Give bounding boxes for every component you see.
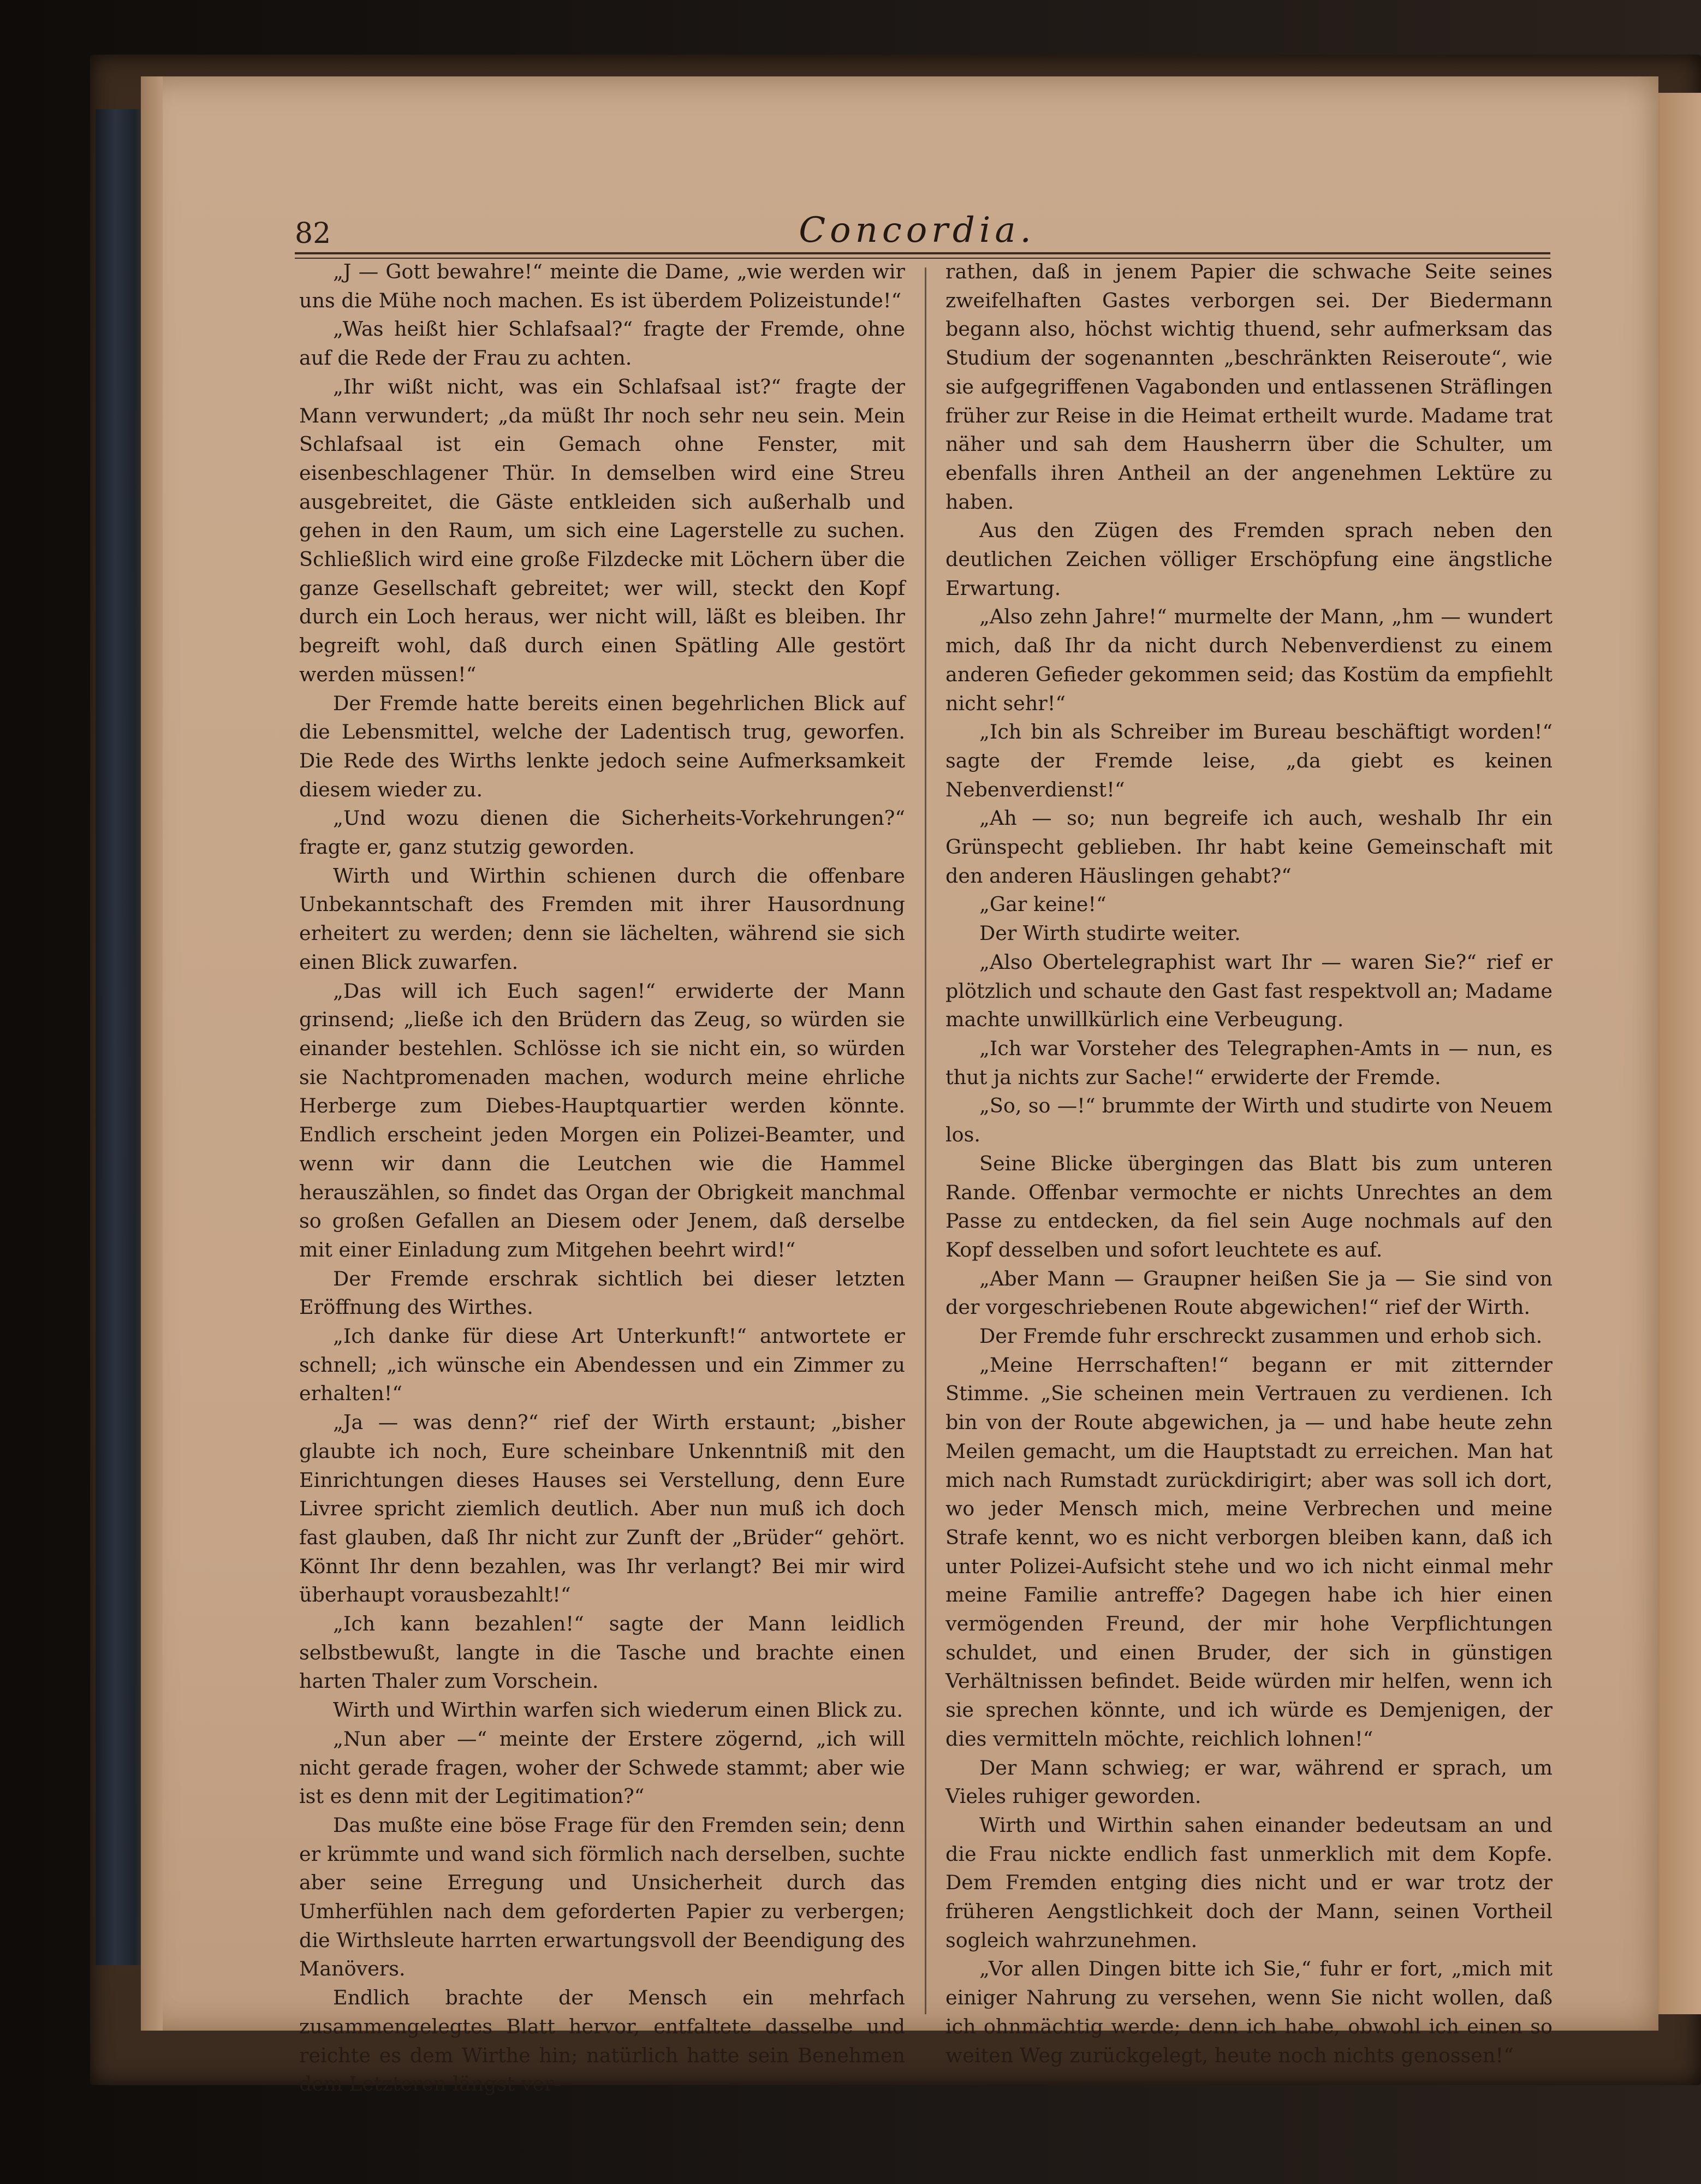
paragraph: „Ihr wißt nicht, was ein Schlafsaal ist?“ fragte der Mann verwundert; „da müßt Ihr noch sehr neu sein. Mein Schlafsaal ist ein Gemach ohne Fenster, mit eisenbeschlagener Thür. In demselben wird eine Streu ausgebreitet, die Gäste entkleiden sich außerhalb und gehen in den Raum, um sich eine Lagerstelle zu suchen. Schließlich wird eine große Filzdecke mit Löchern über die ganze Gesellschaft gebreitet; wer will, steckt den Kopf durch ein Loch heraus, wer nicht will, läßt es bleiben. Ihr begreift wohl, daß durch einen Spätling Alle gestört werden müssen!“ <box>299 374 905 686</box>
paragraph: Das mußte eine böse Frage für den Fremden sein; denn er krümmte und wand sich förmlich nach derselben, suchte aber seine Erregung und Unsicherheit durch das Umherfühlen nach dem geforderten Papier zu verbergen; die Wirthsleute harrten erwartungsvoll der Beendigung des Manövers. <box>299 1813 905 1981</box>
paragraph: „Meine Herrschaften!“ begann er mit zitternder Stimme. „Sie scheinen mein Vertrauen zu verdienen. Ich bin von der Route abgewichen, ja — und habe heute zehn Meilen gemacht, um die Hauptstadt zu erreichen. Man hat mich nach Rumstadt zurückdirigirt; aber was soll ich dort, wo jeder Mensch mich, meine Verbrechen und meine Strafe kennt, wo es nicht verborgen bleiben kann, daß ich unter Polizei-Aufsicht stehe und wo ich nicht einmal mehr meine Familie antreffe? Dagegen habe ich hier einen vermögenden Freund, der mir hohe Verpflichtungen schuldet, und einen Bruder, der sich in günstigen Verhältnissen befindet. Beide würden mir helfen, wenn ich sie sprechen könnte, und ich würde es Demjenigen, der dies vermitteln möchte, reichlich lohnen!“ <box>945 1353 1553 1751</box>
paragraph: Wirth und Wirthin schienen durch die offenbare Unbekanntschaft des Fremden mit ihrer Hausordnung erheitert zu werden; denn sie lächelten, während sie sich einen Blick zuwarfen. <box>299 864 905 974</box>
paragraph: „Und wozu dienen die Sicherheits-Vorkehrungen?“ fragte er, ganz stutzig geworden. <box>299 806 905 859</box>
paragraph: Der Wirth studirte weiter. <box>979 921 1241 945</box>
paragraph: Wirth und Wirthin sahen einander bedeutsam an und die Frau nickte endlich fast unmerklich mit dem Kopfe. Dem Fremden entging dies nicht und er war trotz der früheren Aengstlichkeit doch der Mann, seinen Vortheil sogleich wahrzunehmen. <box>945 1813 1553 1952</box>
running-title: Concordia. <box>799 210 1036 251</box>
page-gutter-shadow <box>141 76 163 2031</box>
paragraph: „Ah — so; nun begreife ich auch, weshalb Ihr ein Grünspecht geblieben. Ihr habt keine Gemeinschaft mit den anderen Häuslingen gehabt?“ <box>945 806 1553 888</box>
paragraph: Der Fremde erschrak sichtlich bei dieser letzten Eröffnung des Wirthes. <box>299 1266 905 1319</box>
column-divider <box>925 267 926 2014</box>
left-column <box>299 258 905 2099</box>
paragraph: „So, so —!“ brummte der Wirth und studirte von Neuem los. <box>945 1094 1553 1147</box>
paragraph: „Das will ich Euch sagen!“ erwiderte der Mann grinsend; „ließe ich den Brüdern das Zeug, so würden sie einander bestehlen. Schlösse ich sie nicht ein, so würden sie Nachtpromenaden machen, wodurch meine ehrliche Herberge zum Diebes-Hauptquartier werden könnte. Endlich erscheint jeden Morgen ein Polizei-Beamter, und wenn wir dann die Leutchen wie die Hammel herauszählen, so findet das Organ der Obrigkeit manchmal so großen Gefallen an Diesem oder Jenem, daß derselbe mit einer Einladung zum Mitgehen beehrt wird!“ <box>299 979 905 1261</box>
paragraph: rathen, daß in jenem Papier die schwache Seite seines zweifelhaften Gastes verborgen sei. Der Biedermann begann also, höchst wichtig thuend, sehr aufmerksam das Studium der sogenannten „beschränkten Reiseroute“, wie sie aufgegriffenen Vagabonden und entlassenen Sträflingen früher zur Reise in die Heimat ertheilt wurde. Madame trat näher und sah dem Hausherrn über die Schulter, um ebenfalls ihren Antheil an der angenehmen Lektüre zu haben. <box>945 260 1553 514</box>
paragraph: „J — Gott bewahre!“ meinte die Dame, „wie werden wir uns die Mühe noch machen. Es ist überdem Polizeistunde!“ <box>299 260 905 312</box>
paragraph: Der Fremde hatte bereits einen begehrlichen Blick auf die Lebensmittel, welche der Ladentisch trug, geworfen. Die Rede des Wirths lenkte jedoch seine Aufmerksamkeit diesem wieder zu. <box>299 691 905 801</box>
book-spine <box>96 109 145 1965</box>
header-rule <box>295 252 1550 254</box>
paragraph: „Also zehn Jahre!“ murmelte der Mann, „hm — wundert mich, daß Ihr da nicht durch Nebenverdienst zu einem anderen Gefieder gekommen seid; das Kostüm da empfiehlt nicht sehr!“ <box>945 605 1553 715</box>
page-number: 82 <box>295 217 331 250</box>
paragraph: „Ich war Vorsteher des Telegraphen-Amts in — nun, es thut ja nichts zur Sache!“ erwiderte der Fremde. <box>945 1036 1553 1089</box>
paragraph: „Ich bin als Schreiber im Bureau beschäftigt worden!“ sagte der Fremde leise, „da giebt es keinen Nebenverdienst!“ <box>945 720 1553 801</box>
paragraph: „Vor allen Dingen bitte ich Sie,“ fuhr er fort, „mich mit einiger Nahrung zu versehen, wenn Sie nicht wollen, daß ich ohnmächtig werde; denn ich habe, obwohl ich einen so weiten Weg zurückgelegt, heute noch nichts genossen!“ <box>945 1957 1553 2067</box>
paragraph: Der Fremde fuhr erschreckt zusammen und erhob sich. <box>979 1324 1543 1348</box>
paragraph: „Gar keine!“ <box>979 892 1107 917</box>
paragraph: „Also Obertelegraphist wart Ihr — waren Sie?“ rief er plötzlich und schaute den Gast fast respektvoll an; Madame machte unwillkürlich eine Verbeugung. <box>945 950 1553 1032</box>
paragraph: Endlich brachte der Mensch ein mehrfach zusammengelegtes Blatt hervor, entfaltete dasselbe und reichte es dem Wirthe hin; natürlich hatte sein Benehmen dem Letzteren längst ver- <box>299 1986 905 2096</box>
paragraph: Wirth und Wirthin warfen sich wiederum einen Blick zu. <box>333 1698 903 1722</box>
paragraph: „Nun aber —“ meinte der Erstere zögernd, „ich will nicht gerade fragen, woher der Schwede stammt; aber wie ist es denn mit der Legitimation?“ <box>299 1727 905 1808</box>
paragraph: „Ja — was denn?“ rief der Wirth erstaunt; „bisher glaubte ich noch, Eure scheinbare Unkenntniß mit den Einrichtungen dieses Hauses sei Verstellung, denn Eure Livree spricht ziemlich deutlich. Aber nun muß ich doch fast glauben, daß Ihr nicht zur Zunft der „Brüder“ gehört. Könnt Ihr denn bezahlen, was Ihr verlangt? Bei mir wird überhaupt vorausbezahlt!“ <box>299 1411 905 1607</box>
right-column <box>945 258 1553 2070</box>
paragraph: Aus den Zügen des Fremden sprach neben den deutlichen Zeichen völliger Erschöpfung eine ängstliche Erwartung. <box>945 519 1553 600</box>
paragraph: „Ich kann bezahlen!“ sagte der Mann leidlich selbstbewußt, langte in die Tasche und brachte einen harten Thaler zum Vorschein. <box>299 1612 905 1693</box>
paragraph: „Aber Mann — Graupner heißen Sie ja — Sie sind von der vorgeschriebenen Route abgewichen!“ rief der Wirth. <box>945 1266 1553 1319</box>
paragraph: „Was heißt hier Schlafsaal?“ fragte der Fremde, ohne auf die Rede der Frau zu achten. <box>299 317 905 370</box>
paragraph: Der Mann schwieg; er war, während er sprach, um Vieles ruhiger geworden. <box>945 1755 1553 1808</box>
paragraph: „Ich danke für diese Art Unterkunft!“ antwortete er schnell; „ich wünsche ein Abendessen und ein Zimmer zu erhalten!“ <box>299 1324 905 1406</box>
paragraph: Seine Blicke übergingen das Blatt bis zum unteren Rande. Offenbar vermochte er nichts Unrechtes an dem Passe zu entdecken, da fiel sein Auge nochmals auf den Kopf desselben und sofort leuchtete es auf. <box>945 1151 1553 1261</box>
